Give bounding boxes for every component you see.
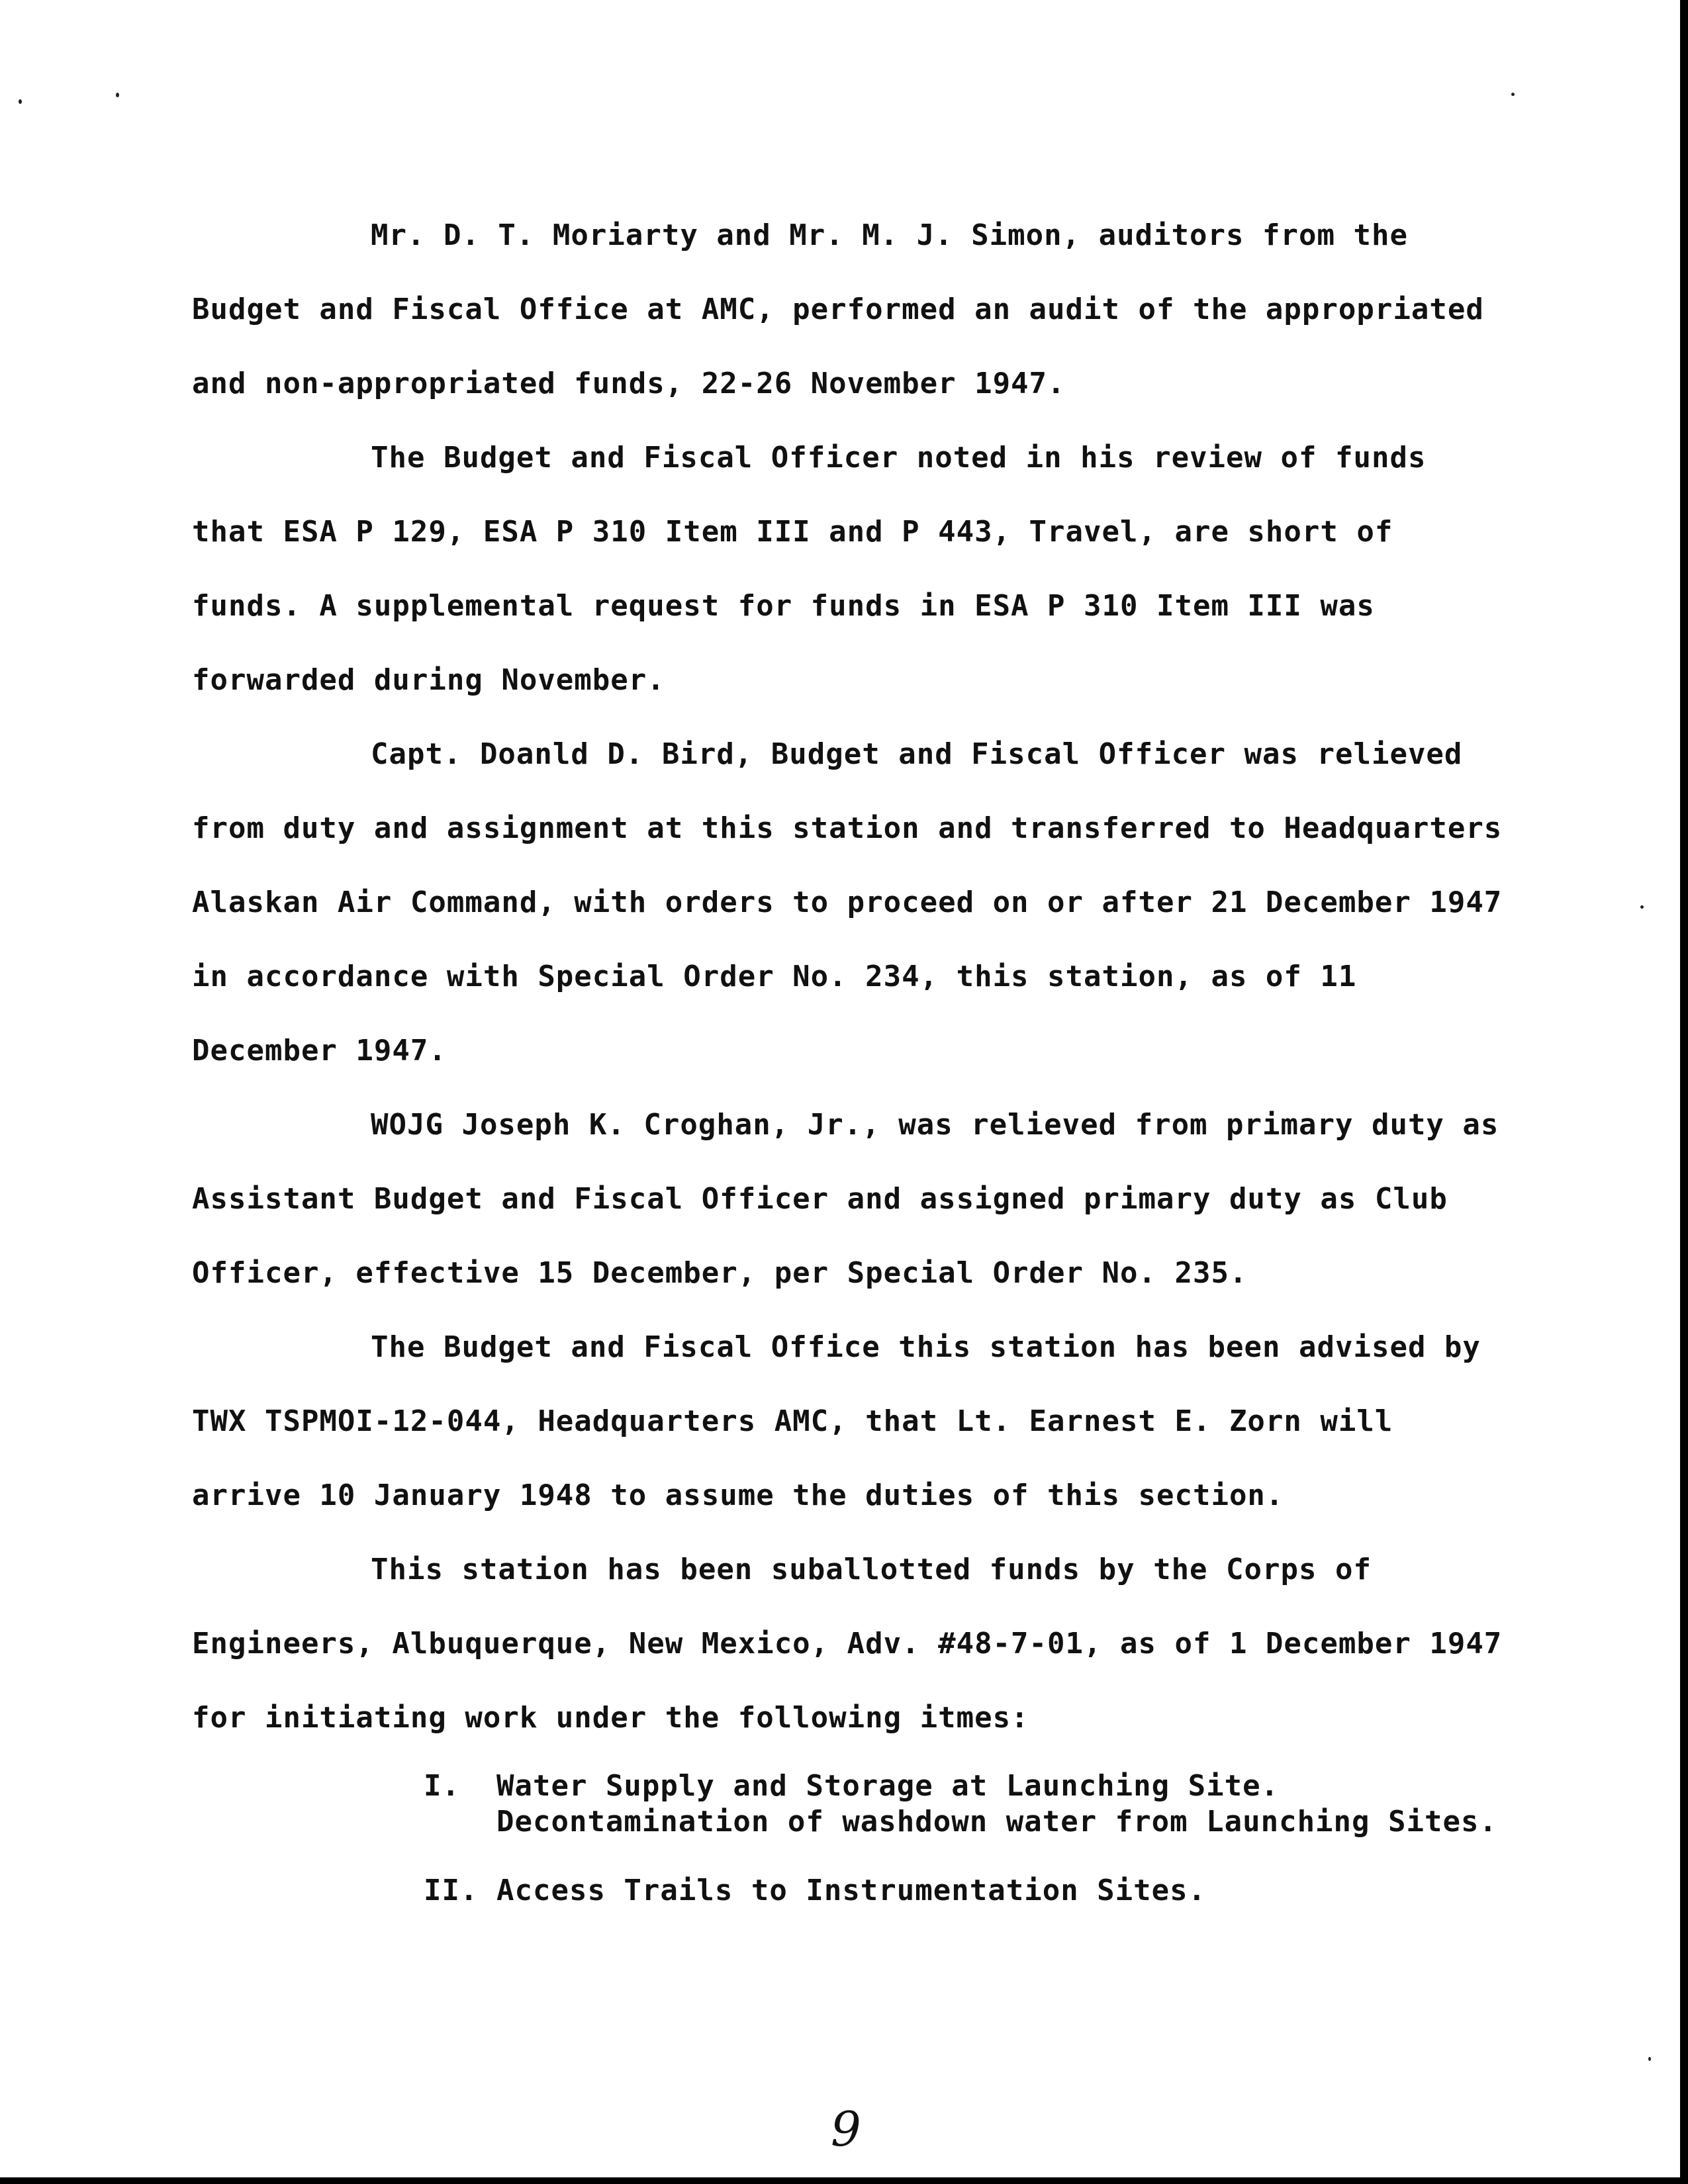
list-item-number: II. [424,1874,479,1907]
work-items-list [424,1768,1503,1909]
list-item [424,1873,1503,1909]
list-item [424,1768,1503,1840]
scan-speck [19,99,22,104]
scan-speck [1511,93,1515,96]
list-item-lines [496,1768,1497,1840]
scan-speck [1640,905,1644,909]
list-item-line: Water Supply and Storage at Launching Site. [496,1769,1280,1803]
document-body [192,199,1503,1942]
scan-speck [116,93,119,97]
paragraph: Capt. Doanld D. Bird, Budget and Fiscal Officer was relieved from duty and assignment at this station and transferred to Headquarters Alaskan Air Command, with orders to proceed on or after 21 December 1947 in accordance with Special Order No. 234, this station, as of 11 December 1947. [192,737,1503,1068]
paragraph: WOJG Joseph K. Croghan, Jr., was relieved from primary duty as Assistant Budget and Fiscal Officer and assigned primary duty as Club Officer, effective 15 December, per Special Order No. 235. [192,1108,1499,1290]
list-item-lines [496,1873,1206,1909]
list-item-line: Access Trails to Instrumentation Sites. [496,1874,1207,1907]
paragraph: This station has been suballotted funds by the Corps of Engineers, Albuquerque, New Mexico, Adv. #48-7-01, as of 1 December 1947 for initiating work under the following itmes: [192,1553,1503,1735]
list-item-line: Decontamination of washdown water from Launching Sites. [496,1805,1497,1839]
scan-border-bottom [0,2177,1688,2184]
scan-border-right [1680,0,1688,2184]
paragraph: The Budget and Fiscal Officer noted in his review of funds that ESA P 129, ESA P 310 Item III and P 443, Travel, are short of funds. A supplemental request for funds in ESA P 310 Item III was forwarded during November. [192,441,1427,697]
paragraph: The Budget and Fiscal Office this station has been advised by TWX TSPMOI-12-044, Headquarters AMC, that Lt. Earnest E. Zorn will arrive 10 January 1948 to assume the duties of this section. [192,1330,1481,1512]
paragraph: Mr. D. T. Moriarty and Mr. M. J. Simon, auditors from the Budget and Fiscal Office at AMC, performed an audit of the appropriated and non-appropriated funds, 22-26 November 1947. [192,218,1484,400]
page-number: 9 [831,2101,861,2157]
list-item-number: I. [424,1769,460,1803]
scan-speck [1648,2057,1651,2061]
